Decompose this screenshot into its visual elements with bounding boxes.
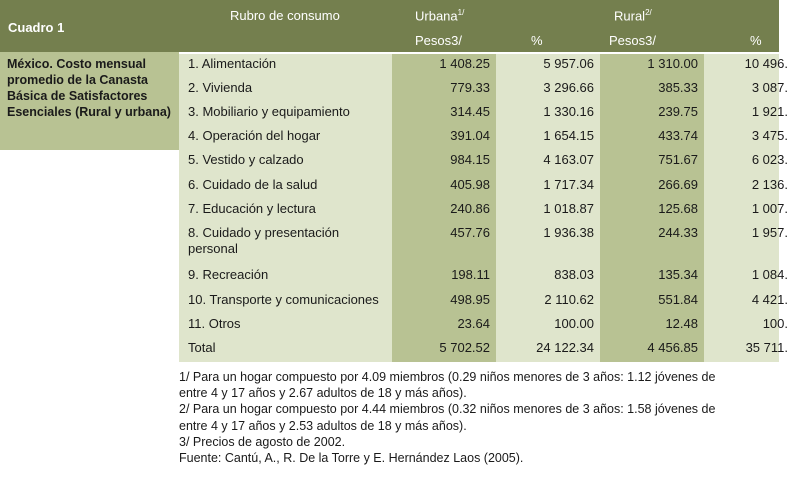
row-label: 3. Mobiliario y equipamiento bbox=[188, 104, 350, 119]
rural-pesos-cell: 551.84 bbox=[658, 292, 698, 307]
urbana-percent-cell: 1 717.34 bbox=[543, 177, 594, 192]
row-label: 8. Cuidado y presentación personal bbox=[188, 225, 340, 256]
rural-percent-cell: 10 496. bbox=[744, 56, 788, 71]
header-rural-percent: % bbox=[750, 33, 762, 48]
footnote-line: 1/ Para un hogar compuesto por 4.09 miembros (0.29 niños menores de 3 años: 1.12 jóvenes de bbox=[179, 370, 716, 384]
rural-pesos-cell: 4 456.85 bbox=[647, 340, 698, 355]
header-urbana-label: Urbana bbox=[415, 8, 458, 24]
urbana-pesos-cell: 1 408.25 bbox=[439, 56, 490, 71]
rural-pesos-cell: 266.69 bbox=[658, 177, 698, 192]
row-label: Total bbox=[188, 340, 216, 355]
table-description: México. Costo mensual promedio de la Canasta Básica de Satisfactores Esenciales (Rural y urbana) bbox=[0, 52, 179, 150]
urbana-percent-cell: 100.00 bbox=[554, 316, 594, 331]
urbana-percent-cell: 2 110.62 bbox=[544, 292, 594, 307]
table-number-title: Cuadro 1 bbox=[0, 0, 179, 52]
header-rural bbox=[614, 8, 652, 23]
rural-pesos-cell: 244.33 bbox=[658, 225, 698, 240]
header-urbana bbox=[415, 8, 464, 23]
urbana-percent-cell: 1 018.87 bbox=[543, 201, 594, 216]
row-label: 1. Alimentación bbox=[188, 56, 277, 71]
footnote-line: 3/ Precios de agosto de 2002. bbox=[179, 434, 346, 449]
data-table bbox=[179, 0, 788, 362]
urbana-pesos-cell: 5 702.52 bbox=[439, 340, 490, 355]
row-label: 9. Recreación bbox=[188, 267, 269, 282]
urbana-percent-cell: 5 957.06 bbox=[543, 56, 594, 71]
rural-percent-cell: 1 007. bbox=[751, 201, 788, 216]
header-rural-label: Rural bbox=[614, 8, 646, 24]
urbana-pesos-cell: 314.45 bbox=[450, 104, 490, 119]
rural-pesos-cell: 751.67 bbox=[658, 152, 698, 167]
rural-percent-cell: 1 084. bbox=[751, 267, 788, 282]
footnotes bbox=[179, 369, 759, 466]
rural-percent-cell: 35 711. bbox=[745, 340, 788, 355]
header-urbana-note: 1/ bbox=[457, 8, 465, 17]
footnote-line: entre 4 y 17 años y 2.67 adultos de 18 y más años). bbox=[179, 386, 467, 401]
rural-percent-cell: 100. bbox=[762, 316, 788, 331]
urbana-percent-cell: 1 330.16 bbox=[543, 104, 594, 119]
rural-percent-cell: 1 921. bbox=[751, 104, 788, 119]
rural-pesos-cell: 125.68 bbox=[658, 201, 698, 216]
header-separator bbox=[179, 52, 779, 54]
footnote-line: entre 4 y 17 años y 2.53 adultos de 18 y más años). bbox=[179, 418, 467, 433]
row-label: 7. Educación y lectura bbox=[188, 201, 316, 216]
urbana-pesos-cell: 984.15 bbox=[450, 152, 490, 167]
row-label: 10. Transporte y comunicaciones bbox=[188, 292, 379, 307]
rural-pesos-cell: 1 310.00 bbox=[647, 56, 698, 71]
header-rural-note: 2/ bbox=[645, 8, 652, 17]
rural-pesos-cell: 433.74 bbox=[658, 128, 698, 143]
footnote-line: 2/ Para un hogar compuesto por 4.44 miembros (0.32 niños menores de 3 años: 1.58 jóvenes de bbox=[179, 402, 716, 417]
urbana-percent-cell: 24 122.34 bbox=[536, 340, 594, 355]
rural-percent-cell: 4 421. bbox=[751, 292, 788, 307]
urbana-pesos-cell: 779.33 bbox=[450, 80, 490, 95]
rural-percent-cell: 3 087. bbox=[751, 80, 788, 95]
urbana-pesos-cell: 405.98 bbox=[450, 177, 490, 192]
urbana-percent-cell: 1 654.15 bbox=[543, 128, 594, 143]
rural-pesos-cell: 239.75 bbox=[658, 104, 698, 119]
urbana-percent-cell: 1 936.38 bbox=[543, 225, 594, 240]
urbana-pesos-cell: 498.95 bbox=[450, 292, 490, 307]
header-rural-pesos: Pesos3/ bbox=[609, 33, 656, 48]
rural-pesos-cell: 385.33 bbox=[658, 80, 698, 95]
header-urbana-pesos: Pesos3/ bbox=[415, 33, 462, 48]
urbana-percent-cell: 4 163.07 bbox=[543, 152, 594, 167]
urbana-pesos-cell: 240.86 bbox=[450, 201, 490, 216]
rural-percent-cell: 1 957. bbox=[751, 225, 788, 240]
row-label: 11. Otros bbox=[188, 316, 241, 331]
header-rubro: Rubro de consumo bbox=[230, 8, 340, 23]
row-label: 6. Cuidado de la salud bbox=[188, 177, 318, 192]
row-label: 4. Operación del hogar bbox=[188, 128, 321, 143]
source-line: Fuente: Cantú, A., R. De la Torre y E. Hernández Laos (2005). bbox=[179, 451, 524, 466]
header-urbana-percent: % bbox=[531, 33, 543, 48]
row-label: 5. Vestido y calzado bbox=[188, 152, 304, 167]
urbana-pesos-cell: 198.11 bbox=[451, 267, 490, 282]
urbana-percent-cell: 838.03 bbox=[554, 267, 594, 282]
urbana-percent-cell: 3 296.66 bbox=[543, 80, 594, 95]
rural-pesos-cell: 12.48 bbox=[665, 316, 698, 331]
row-label: 2. Vivienda bbox=[188, 80, 253, 95]
rural-percent-cell: 3 475. bbox=[751, 128, 788, 143]
rural-percent-cell: 2 136. bbox=[751, 177, 788, 192]
urbana-pesos-cell: 457.76 bbox=[450, 225, 490, 240]
rural-percent-cell: 6 023. bbox=[751, 152, 788, 167]
urbana-pesos-cell: 23.64 bbox=[457, 316, 490, 331]
urbana-pesos-cell: 391.04 bbox=[450, 128, 490, 143]
rural-pesos-cell: 135.34 bbox=[658, 267, 698, 282]
